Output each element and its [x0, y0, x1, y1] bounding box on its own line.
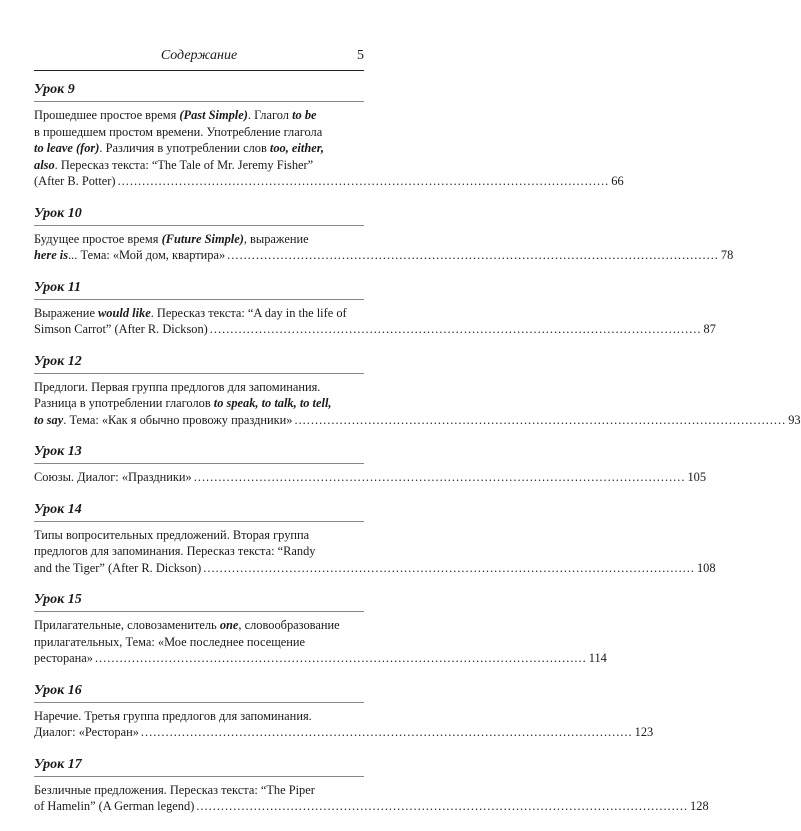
emphasized-term: also — [34, 157, 55, 172]
dot-leader: ........................................................................................................................ — [117, 174, 610, 188]
line-text — [34, 709, 312, 723]
description-line — [34, 650, 607, 667]
description-line — [34, 321, 716, 338]
toc-entry — [34, 205, 734, 264]
line-text — [34, 650, 93, 667]
description-line — [34, 617, 364, 634]
line-text — [34, 469, 192, 486]
emphasized-term: to leave (for) — [34, 141, 100, 155]
line-text — [34, 173, 116, 190]
page-title: Содержание — [160, 48, 238, 63]
text-run: Прилагательные, словозаменитель — [34, 618, 220, 632]
line-text — [34, 125, 322, 139]
line-text — [34, 544, 315, 558]
description-line — [34, 724, 654, 741]
description-line — [34, 412, 801, 429]
text-run: , словообразование — [238, 618, 340, 632]
line-text — [34, 232, 309, 246]
text-run: Наречие. Третья группа предлогов для запоминания. — [34, 708, 312, 723]
entry-page-number: 128 — [690, 799, 709, 813]
text-run: Безличные предложения. Пересказ текста: “The Piper — [34, 782, 315, 797]
lesson-title: Урок 14 — [34, 502, 364, 522]
table-of-contents — [34, 82, 801, 831]
toc-entry — [34, 682, 654, 741]
toc-entry — [34, 353, 801, 429]
emphasized-term: to say — [34, 412, 64, 427]
description-line — [34, 157, 364, 174]
text-run: в прошедшем простом времени. Употребление глагола — [34, 124, 323, 139]
dot-leader: ........................................................................................................................ — [94, 651, 587, 665]
description-line — [34, 798, 709, 815]
entry-page-number: 123 — [634, 725, 654, 739]
text-run: . Пересказ текста: “The Tale of Mr. Jeremy Fisher” — [54, 157, 314, 172]
page-number: 5 — [357, 48, 364, 63]
emphasized-term: (Past Simple) — [179, 108, 248, 122]
description-line — [34, 782, 364, 799]
line-text — [34, 396, 332, 410]
description-line — [34, 247, 734, 264]
text-run: and the Tiger” (After R. Dickson) — [34, 560, 202, 575]
lesson-title: Урок 10 — [34, 206, 364, 226]
lesson-title: Урок 12 — [34, 354, 364, 374]
entry-page-number: 93 — [788, 412, 801, 427]
text-run: Будущее простое время — [34, 231, 162, 246]
lesson-title: Урок 13 — [34, 444, 364, 464]
text-run: Simson Carrot” (After R. Dickson) — [34, 322, 208, 336]
entry-page-number: 87 — [703, 322, 716, 336]
description-line — [34, 107, 364, 124]
line-text — [34, 108, 317, 122]
emphasized-term: here is — [34, 248, 69, 262]
line-text — [34, 560, 201, 577]
text-run: прилагательных, Тема: «Мое последнее посещение — [34, 634, 306, 649]
line-text — [34, 141, 324, 155]
lesson-title: Урок 15 — [34, 592, 364, 612]
dot-leader: ........................................................................................................................ — [227, 248, 719, 262]
line-text — [34, 158, 313, 172]
description-line — [34, 124, 364, 141]
line-text — [34, 783, 315, 797]
description-line — [34, 379, 364, 396]
lesson-title: Урок 17 — [34, 757, 364, 777]
emphasized-term: would like — [98, 305, 151, 320]
entry-page-number: 78 — [720, 248, 734, 262]
line-text — [34, 321, 208, 338]
text-run: Выражение — [34, 305, 99, 320]
description-line — [34, 173, 624, 190]
line-text — [34, 306, 347, 320]
lesson-title: Урок 11 — [34, 280, 364, 300]
text-run: Разница в употреблении глаголов — [34, 396, 214, 410]
toc-entry — [34, 756, 709, 815]
line-text — [34, 412, 292, 429]
text-run: Диалог: «Ресторан» — [34, 725, 139, 739]
emphasized-term: to be — [292, 108, 317, 122]
text-run: . Различия в употреблении слов — [99, 141, 270, 155]
toc-entry — [34, 444, 707, 486]
line-text — [34, 618, 340, 632]
emphasized-term: too, either, — [269, 141, 324, 155]
text-run: , выражение — [243, 231, 309, 246]
text-run: ресторана» — [34, 651, 93, 665]
description-line — [34, 469, 707, 486]
dot-leader: ........................................................................................................................ — [209, 322, 702, 336]
toc-entry — [34, 279, 716, 338]
description-line — [34, 231, 364, 248]
description-line — [34, 634, 364, 651]
description-line — [34, 305, 364, 322]
text-run: Союзы. Диалог: «Праздники» — [34, 470, 192, 484]
text-run: . Тема: «Как я обычно провожу праздники» — [63, 412, 293, 427]
dot-leader: ........................................................................................................................ — [140, 725, 633, 739]
emphasized-term: to speak, to talk, to tell, — [213, 396, 332, 410]
entry-page-number: 114 — [588, 651, 607, 665]
description-line — [34, 560, 716, 577]
line-text — [34, 724, 139, 741]
dot-leader: ........................................................................................................................ — [203, 560, 695, 575]
text-run: ... Тема: «Мой дом, квартира» — [68, 248, 226, 262]
entry-page-number: 105 — [687, 470, 707, 484]
description-line — [34, 708, 364, 725]
emphasized-term: one — [219, 618, 239, 632]
line-text — [34, 635, 305, 649]
dot-leader: ........................................................................................................................ — [193, 470, 686, 484]
toc-entry — [34, 592, 607, 667]
text-run: of Hamelin” (A German legend) — [34, 799, 195, 813]
line-text — [34, 528, 309, 542]
text-run: предлогов для запоминания. Пересказ текста: “Randy — [34, 544, 316, 558]
text-run: . Глагол — [247, 108, 293, 122]
description-line — [34, 527, 364, 544]
entry-page-number: 108 — [696, 560, 716, 575]
text-run: . Пересказ текста: “A day in the life of — [150, 305, 347, 320]
dot-leader: ........................................................................................................................ — [196, 799, 689, 813]
line-text — [34, 247, 225, 264]
toc-entry — [34, 82, 624, 190]
line-text — [34, 380, 320, 394]
line-text — [34, 798, 194, 815]
text-run: Прошедшее простое время — [34, 108, 180, 122]
toc-entry — [34, 501, 716, 577]
lesson-title: Урок 16 — [34, 683, 364, 703]
description-line — [34, 543, 364, 560]
text-run: (After B. Potter) — [34, 174, 116, 188]
emphasized-term: (Future Simple) — [161, 231, 244, 246]
lesson-title: Урок 9 — [34, 82, 364, 102]
text-run: Предлоги. Первая группа предлогов для запоминания. — [34, 379, 321, 394]
dot-leader: ........................................................................................................................ — [294, 412, 787, 427]
entry-page-number: 66 — [611, 174, 624, 188]
text-run: Типы вопросительных предложений. Вторая группа — [34, 527, 310, 542]
description-line — [34, 395, 364, 412]
page-header — [34, 48, 364, 71]
description-line — [34, 140, 364, 157]
